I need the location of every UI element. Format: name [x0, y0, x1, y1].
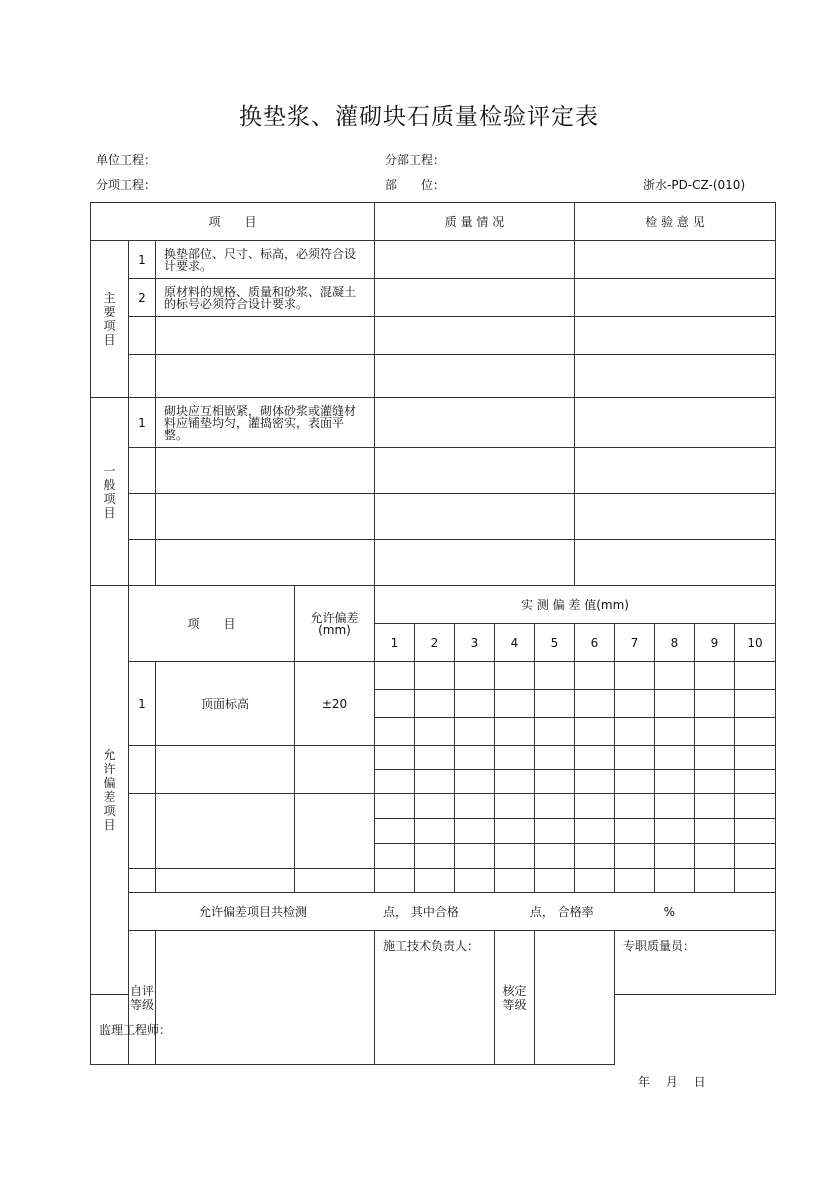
- measure-cell[interactable]: [535, 819, 575, 844]
- main-items-label: 主要项目: [91, 241, 129, 398]
- measure-cell[interactable]: [455, 662, 495, 690]
- measure-cell[interactable]: [695, 718, 735, 746]
- measure-cell[interactable]: [575, 819, 615, 844]
- measure-cell[interactable]: [455, 844, 495, 869]
- measure-cell[interactable]: [415, 844, 455, 869]
- measure-cell[interactable]: [535, 718, 575, 746]
- tech-lead-label: 施工技术负责人：: [383, 939, 480, 953]
- measure-cell[interactable]: [615, 869, 655, 893]
- measure-cell[interactable]: [375, 869, 415, 893]
- general-item-text-empty[interactable]: [156, 540, 375, 586]
- tolerance-summary: [129, 893, 776, 931]
- form-code: 浙水-PD-CZ-(010): [643, 178, 746, 192]
- general-item-no-empty: [129, 540, 156, 586]
- measure-cell[interactable]: [735, 746, 776, 770]
- measure-cell[interactable]: [695, 869, 735, 893]
- measure-cell[interactable]: [495, 690, 535, 718]
- measure-col-2: 2: [415, 624, 455, 662]
- measure-cell[interactable]: [575, 770, 615, 794]
- measure-cell[interactable]: [735, 662, 776, 690]
- general-item-text-empty[interactable]: [156, 494, 375, 540]
- tolerance-items-label: 允许偏差项目: [91, 586, 129, 995]
- measure-col-3: 3: [455, 624, 495, 662]
- general-item-quality-cell[interactable]: [375, 398, 575, 448]
- measure-cell[interactable]: [735, 690, 776, 718]
- verify-grade-label: 核定等级: [495, 931, 535, 1065]
- division-project-label: 分部工程：: [385, 153, 446, 167]
- measure-cell[interactable]: [375, 690, 415, 718]
- general-item-text: 砌块应互相嵌紧，砌体砂浆或灌缝材料应铺垫均匀，灌捣密实，表面平整。: [156, 398, 375, 448]
- measure-cell[interactable]: [415, 869, 455, 893]
- tolerance-item-name-empty[interactable]: [156, 794, 295, 869]
- measure-col-4: 4: [495, 624, 535, 662]
- tolerance-item-allow-empty[interactable]: [295, 794, 375, 869]
- measure-cell[interactable]: [615, 690, 655, 718]
- measure-cell[interactable]: [615, 794, 655, 819]
- header-opinion: 检 验 意 见: [575, 203, 776, 241]
- measure-cell[interactable]: [655, 869, 695, 893]
- verify-grade-cell[interactable]: [535, 931, 615, 1065]
- main-item-opinion-cell[interactable]: [575, 317, 776, 355]
- measure-cell[interactable]: [575, 869, 615, 893]
- measure-cell[interactable]: [495, 770, 535, 794]
- measure-cell[interactable]: [615, 718, 655, 746]
- main-item-quality-cell[interactable]: [375, 241, 575, 279]
- measure-cell[interactable]: [415, 690, 455, 718]
- measure-cell[interactable]: [735, 869, 776, 893]
- measure-cell[interactable]: [655, 794, 695, 819]
- measure-cell[interactable]: [415, 746, 455, 770]
- measure-cell[interactable]: [375, 844, 415, 869]
- measure-cell[interactable]: [535, 770, 575, 794]
- unit-project-label: 单位工程：: [96, 153, 157, 167]
- measure-cell[interactable]: [735, 819, 776, 844]
- measure-cell[interactable]: [615, 844, 655, 869]
- tolerance-item-name: 顶面标高: [156, 662, 295, 746]
- measure-cell[interactable]: [415, 718, 455, 746]
- general-item-text-empty[interactable]: [156, 448, 375, 494]
- measure-cell[interactable]: [535, 844, 575, 869]
- measure-cell[interactable]: [415, 819, 455, 844]
- main-item-text: 原材料的规格、质量和砂浆、混凝土的标号必须符合设计要求。: [156, 279, 375, 317]
- measure-cell[interactable]: [415, 794, 455, 819]
- measure-cell[interactable]: [495, 869, 535, 893]
- measure-cell[interactable]: [735, 718, 776, 746]
- measure-cell[interactable]: [535, 746, 575, 770]
- main-item-text-empty[interactable]: [156, 355, 375, 398]
- measure-cell[interactable]: [375, 746, 415, 770]
- measure-cell[interactable]: [695, 690, 735, 718]
- measure-cell[interactable]: [695, 844, 735, 869]
- summary-percent-sign: %: [663, 905, 676, 919]
- self-eval-label: 自评等级: [129, 931, 156, 1065]
- inspection-table: [90, 202, 776, 1065]
- supervisor-label: 监理工程师：: [99, 1023, 172, 1037]
- measure-cell[interactable]: [695, 819, 735, 844]
- tolerance-item-no: 1: [129, 662, 156, 746]
- measure-cell[interactable]: [455, 718, 495, 746]
- measure-cell[interactable]: [495, 844, 535, 869]
- summary-rate-label: 点， 合格率: [529, 905, 594, 919]
- page-title: 换垫浆、灌砌块石质量检验评定表: [239, 104, 599, 130]
- tolerance-item-allow-empty[interactable]: [295, 869, 375, 893]
- measure-cell[interactable]: [455, 869, 495, 893]
- general-item-no: 1: [129, 398, 156, 448]
- tolerance-item-header: 项 目: [129, 586, 295, 662]
- main-item-quality-cell[interactable]: [375, 355, 575, 398]
- tolerance-item-allow-empty[interactable]: [295, 746, 375, 794]
- measure-cell[interactable]: [695, 770, 735, 794]
- main-item-opinion-cell[interactable]: [575, 279, 776, 317]
- measure-cell[interactable]: [695, 794, 735, 819]
- tolerance-item-no-empty: [129, 869, 156, 893]
- general-item-quality-cell[interactable]: [375, 494, 575, 540]
- measure-cell[interactable]: [695, 662, 735, 690]
- measure-cell[interactable]: [735, 770, 776, 794]
- tolerance-allow-header: 允许偏差(mm): [295, 586, 375, 662]
- main-item-opinion-cell[interactable]: [575, 241, 776, 279]
- measure-cell[interactable]: [495, 794, 535, 819]
- measure-cell[interactable]: [375, 819, 415, 844]
- main-item-no-empty: [129, 355, 156, 398]
- main-item-no-empty: [129, 317, 156, 355]
- general-item-opinion-cell[interactable]: [575, 540, 776, 586]
- measure-col-1: 1: [375, 624, 415, 662]
- measure-cell[interactable]: [655, 770, 695, 794]
- tolerance-item-name-empty[interactable]: [156, 746, 295, 794]
- measure-cell[interactable]: [575, 662, 615, 690]
- measure-cell[interactable]: [495, 662, 535, 690]
- measure-cell[interactable]: [655, 819, 695, 844]
- tolerance-item-no-empty: [129, 746, 156, 794]
- measure-cell[interactable]: [535, 662, 575, 690]
- measure-cell[interactable]: [535, 869, 575, 893]
- measure-cell[interactable]: [375, 770, 415, 794]
- main-item-quality-cell[interactable]: [375, 279, 575, 317]
- measure-cell[interactable]: [575, 844, 615, 869]
- main-item-opinion-cell[interactable]: [575, 355, 776, 398]
- measure-cell[interactable]: [535, 794, 575, 819]
- measure-cell[interactable]: [615, 819, 655, 844]
- measure-cell[interactable]: [375, 718, 415, 746]
- quality-inspector-label: 专职质量员：: [623, 939, 696, 953]
- measure-cell[interactable]: [535, 690, 575, 718]
- measure-col-10: 10: [735, 624, 776, 662]
- sign-date: 年 月 日: [638, 1075, 706, 1089]
- tolerance-item-name-empty[interactable]: [156, 869, 295, 893]
- main-item-no: 2: [129, 279, 156, 317]
- measure-cell[interactable]: [655, 690, 695, 718]
- main-item-text-empty[interactable]: [156, 317, 375, 355]
- tolerance-item-allow: ±20: [295, 662, 375, 746]
- subitem-project-label: 分项工程：: [96, 178, 157, 192]
- general-items-label: 一般项目: [91, 398, 129, 586]
- measure-col-6: 6: [575, 624, 615, 662]
- main-item-text: 换垫部位、尺寸、标高，必须符合设计要求。: [156, 241, 375, 279]
- measure-cell[interactable]: [415, 662, 455, 690]
- general-item-no-empty: [129, 494, 156, 540]
- quality-inspector-cell[interactable]: [615, 931, 776, 995]
- measure-cell[interactable]: [575, 794, 615, 819]
- measure-col-7: 7: [615, 624, 655, 662]
- measure-cell[interactable]: [615, 662, 655, 690]
- measure-col-5: 5: [535, 624, 575, 662]
- measure-cell[interactable]: [575, 690, 615, 718]
- general-item-opinion-cell[interactable]: [575, 494, 776, 540]
- summary-total-label: 允许偏差项目共检测: [199, 905, 308, 919]
- measure-col-9: 9: [695, 624, 735, 662]
- measure-cell[interactable]: [495, 746, 535, 770]
- main-item-quality-cell[interactable]: [375, 317, 575, 355]
- measured-header: 实 测 偏 差 值(mm): [375, 586, 776, 624]
- measure-cell[interactable]: [375, 662, 415, 690]
- measure-cell[interactable]: [575, 746, 615, 770]
- measure-cell[interactable]: [615, 770, 655, 794]
- measure-cell[interactable]: [655, 746, 695, 770]
- general-item-quality-cell[interactable]: [375, 540, 575, 586]
- measure-cell[interactable]: [495, 819, 535, 844]
- measure-cell[interactable]: [735, 844, 776, 869]
- measure-cell[interactable]: [455, 819, 495, 844]
- measure-cell[interactable]: [655, 718, 695, 746]
- measure-cell[interactable]: [495, 718, 535, 746]
- general-item-no-empty: [129, 448, 156, 494]
- summary-pass-label: 点， 其中合格: [383, 905, 459, 919]
- header-quality: 质 量 情 况: [375, 203, 575, 241]
- header-item: 项 目: [91, 203, 375, 241]
- measure-col-8: 8: [655, 624, 695, 662]
- general-item-opinion-cell[interactable]: [575, 398, 776, 448]
- measure-cell[interactable]: [735, 794, 776, 819]
- measure-cell[interactable]: [455, 690, 495, 718]
- measure-cell[interactable]: [655, 662, 695, 690]
- general-item-quality-cell[interactable]: [375, 448, 575, 494]
- measure-cell[interactable]: [455, 794, 495, 819]
- location-label: 部 位：: [385, 178, 446, 192]
- general-item-opinion-cell[interactable]: [575, 448, 776, 494]
- main-item-no: 1: [129, 241, 156, 279]
- measure-cell[interactable]: [415, 770, 455, 794]
- measure-cell[interactable]: [375, 794, 415, 819]
- measure-cell[interactable]: [655, 844, 695, 869]
- tolerance-item-no-empty: [129, 794, 156, 869]
- measure-cell[interactable]: [575, 718, 615, 746]
- measure-cell[interactable]: [695, 746, 735, 770]
- measure-cell[interactable]: [615, 746, 655, 770]
- measure-cell[interactable]: [455, 746, 495, 770]
- measure-cell[interactable]: [455, 770, 495, 794]
